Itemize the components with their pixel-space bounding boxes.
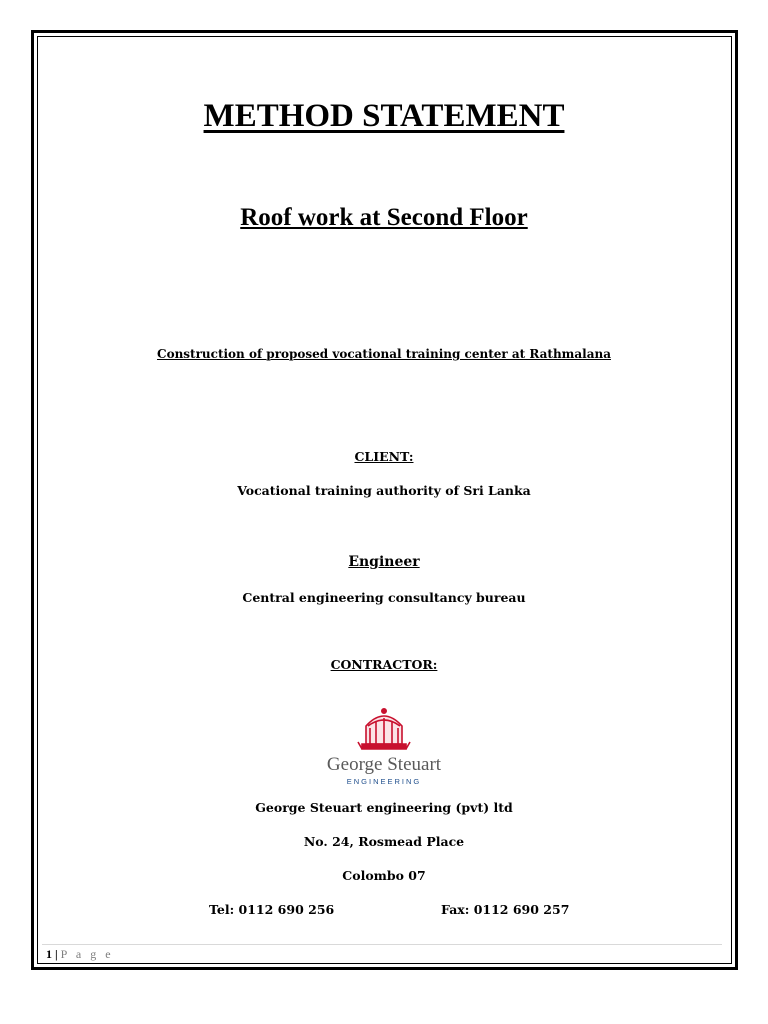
crown-crest-icon xyxy=(358,709,410,749)
fax: Fax: 0112 690 257 xyxy=(441,902,570,917)
project-name: Construction of proposed vocational training center at Rathmalana xyxy=(157,347,611,361)
page-border-inner xyxy=(37,36,732,964)
contractor-heading: CONTRACTOR: xyxy=(330,657,438,672)
engineer-heading: Engineer xyxy=(348,554,420,570)
engineer-name: Central engineering consultancy bureau xyxy=(242,590,526,605)
client-name: Vocational training authority of Sri Lanka xyxy=(237,483,531,498)
page-footer xyxy=(46,947,114,962)
page-number: 1 xyxy=(46,947,52,961)
document-title: METHOD STATEMENT xyxy=(203,98,565,134)
address-line-2: Colombo 07 xyxy=(342,868,426,883)
document-subtitle: Roof work at Second Floor xyxy=(240,204,528,231)
logo-name: George Steuart xyxy=(326,754,442,775)
logo-tagline: ENGINEERING xyxy=(346,777,422,786)
footer-separator: | xyxy=(55,947,58,961)
company-logo xyxy=(318,704,450,788)
footer-divider xyxy=(42,944,722,945)
page-label: P a g e xyxy=(60,947,114,961)
telephone: Tel: 0112 690 256 xyxy=(209,902,335,917)
client-heading: CLIENT: xyxy=(354,449,414,464)
address-line-1: No. 24, Rosmead Place xyxy=(303,834,465,849)
contractor-name: George Steuart engineering (pvt) ltd xyxy=(255,800,513,815)
